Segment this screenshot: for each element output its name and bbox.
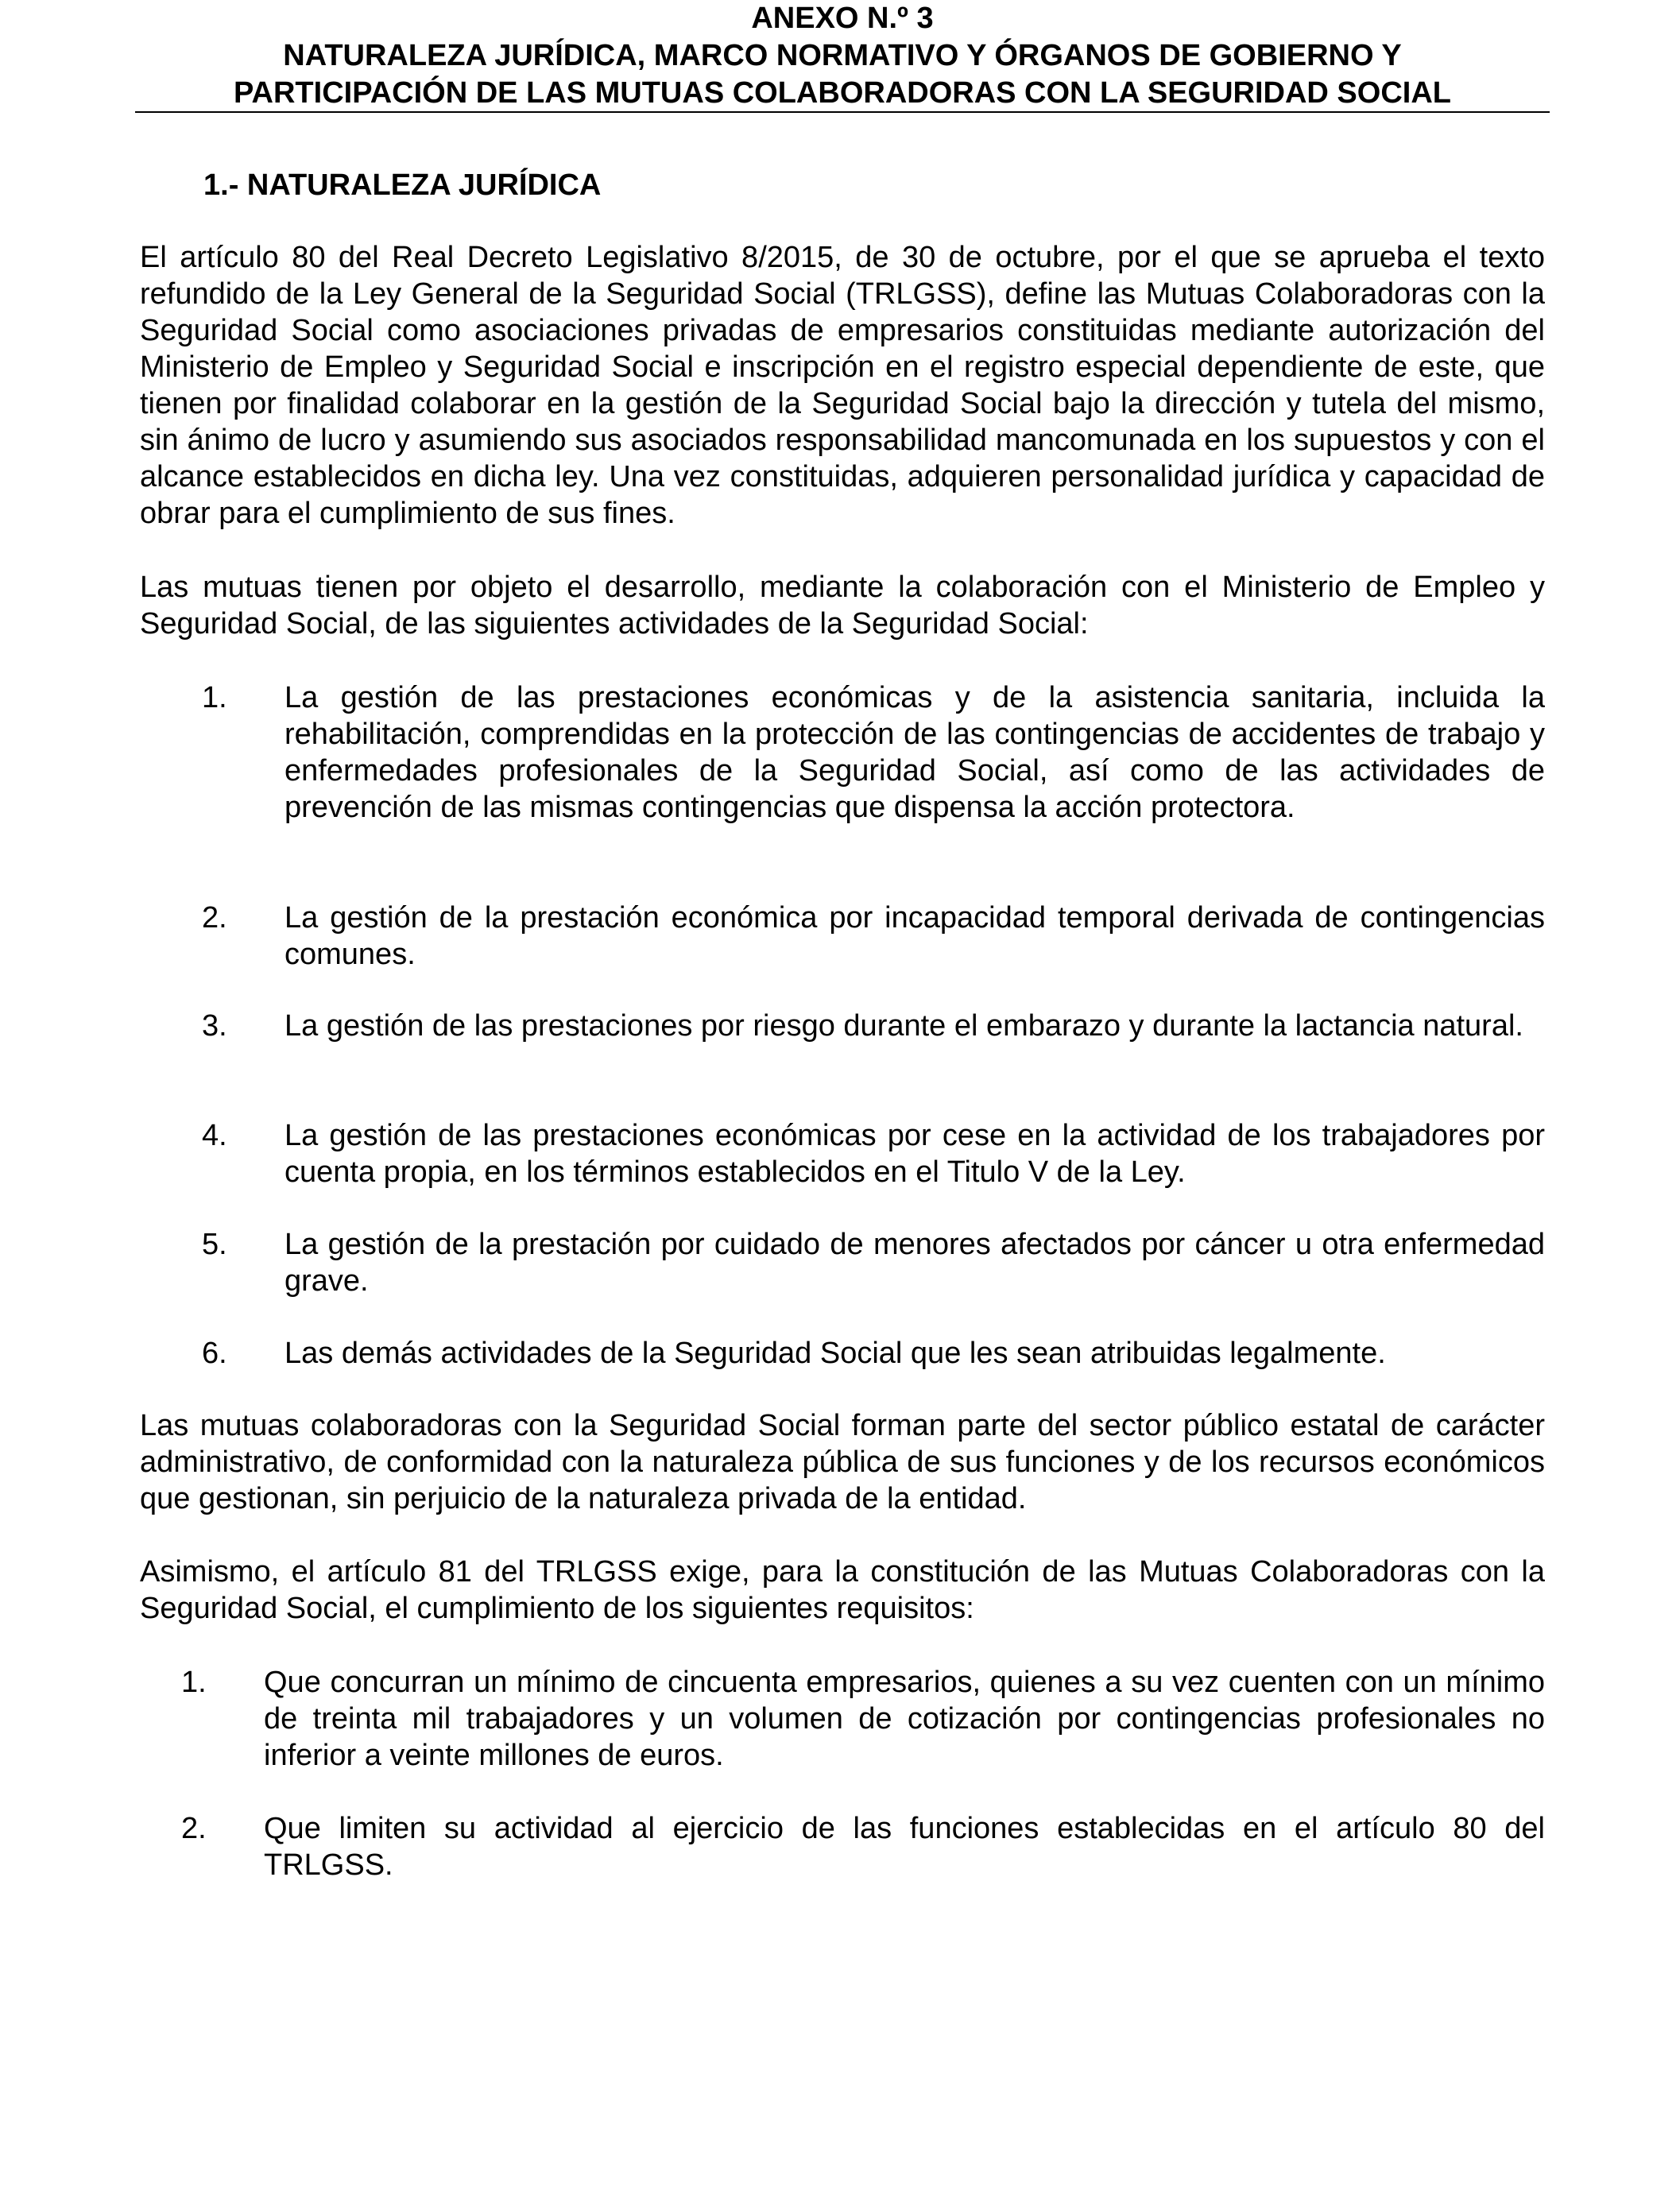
list-number: 3. [202, 1009, 227, 1043]
list-text: La gestión de las prestaciones económicas por cese en la actividad de los trabajadores por cuenta propia, en los términos establecidos en el Titulo V de la Ley. [285, 1119, 1545, 1189]
list-text: La gestión de las prestaciones por riesgo durante el embarazo y durante la lactancia natural. [285, 1009, 1523, 1043]
list-number: 4. [202, 1119, 227, 1152]
list-text: Que limiten su actividad al ejercicio de las funciones establecidas en el artículo 80 del TRLGSS. [264, 1812, 1545, 1882]
list-text: La gestión de las prestaciones económicas y de la asistencia sanitaria, incluida la rehabilitación, comprendidas en la protección de las contingencias de accidentes de trabajo y enfermedades profesionales de la Seguridad Social, así como de las actividades de prevención de las mismas contingencias que dispensa la acción protectora. [285, 681, 1545, 824]
list-number: 1. [202, 681, 227, 714]
paragraph-legal-nature: El artículo 80 del Real Decreto Legislativo 8/2015, de 30 de octubre, por el que se aprueba el texto refundido de la Ley General de la Seguridad Social (TRLGSS), define las Mutuas Colaboradoras con la Seguridad Social como asociaciones privadas de empresarios constituidas mediante autorización del Ministerio de Empleo y Seguridad Social e inscripción en el registro especial dependiente de este, que tienen por finalidad colaborar en la gestión de la Seguridad Social bajo la dirección y tutela del mismo, sin ánimo de lucro y asumiendo sus asociados responsabilidad mancomunada en los supuestos y con el alcance establecidos en dicha ley. Una vez constituidas, adquieren personalidad jurídica y capacidad de obrar para el cumplimiento de sus fines. [140, 241, 1545, 530]
paragraph-purpose: Las mutuas tienen por objeto el desarrollo, mediante la colaboración con el Ministerio de Empleo y Seguridad Social, de las siguientes actividades de la Seguridad Social: [140, 571, 1545, 641]
list-text: La gestión de la prestación por cuidado de menores afectados por cáncer u otra enfermedad grave. [285, 1228, 1545, 1298]
paragraph-requirements: Asimismo, el artículo 81 del TRLGSS exige, para la constitución de las Mutuas Colaboradoras con la Seguridad Social, el cumplimiento de los siguientes requisitos: [140, 1555, 1545, 1625]
paragraph-public-sector: Las mutuas colaboradoras con la Seguridad Social forman parte del sector público estatal de carácter administrativo, de conformidad con la naturaleza pública de sus funciones y de los recursos económicos que gestionan, sin perjuicio de la naturaleza privada de la entidad. [140, 1409, 1545, 1515]
annex-title-line-2: PARTICIPACIÓN DE LAS MUTUAS COLABORADORAS CON LA SEGURIDAD SOCIAL [234, 76, 1451, 110]
section-title: 1.- NATURALEZA JURÍDICA [203, 168, 602, 202]
document-header [135, 0, 1550, 112]
list-number: 2. [181, 1812, 207, 1845]
annex-title-line-1: NATURALEZA JURÍDICA, MARCO NORMATIVO Y ÓRGANOS DE GOBIERNO Y [283, 39, 1402, 72]
list-text: Las demás actividades de la Seguridad Social que les sean atribuidas legalmente. [285, 1337, 1386, 1370]
annex-number: ANEXO N.º 3 [751, 2, 934, 35]
list-text: La gestión de la prestación económica por incapacidad temporal derivada de contingencias comunes. [285, 901, 1545, 971]
list-number: 5. [202, 1228, 227, 1261]
list-number: 1. [181, 1666, 207, 1699]
list-number: 6. [202, 1337, 227, 1370]
list-number: 2. [202, 901, 227, 935]
list-text: Que concurran un mínimo de cincuenta empresarios, quienes a su vez cuenten con un mínimo de treinta mil trabajadores y un volumen de cotización por contingencias profesionales no inferior a veinte millones de euros. [264, 1666, 1545, 1772]
header-divider [135, 111, 1550, 113]
